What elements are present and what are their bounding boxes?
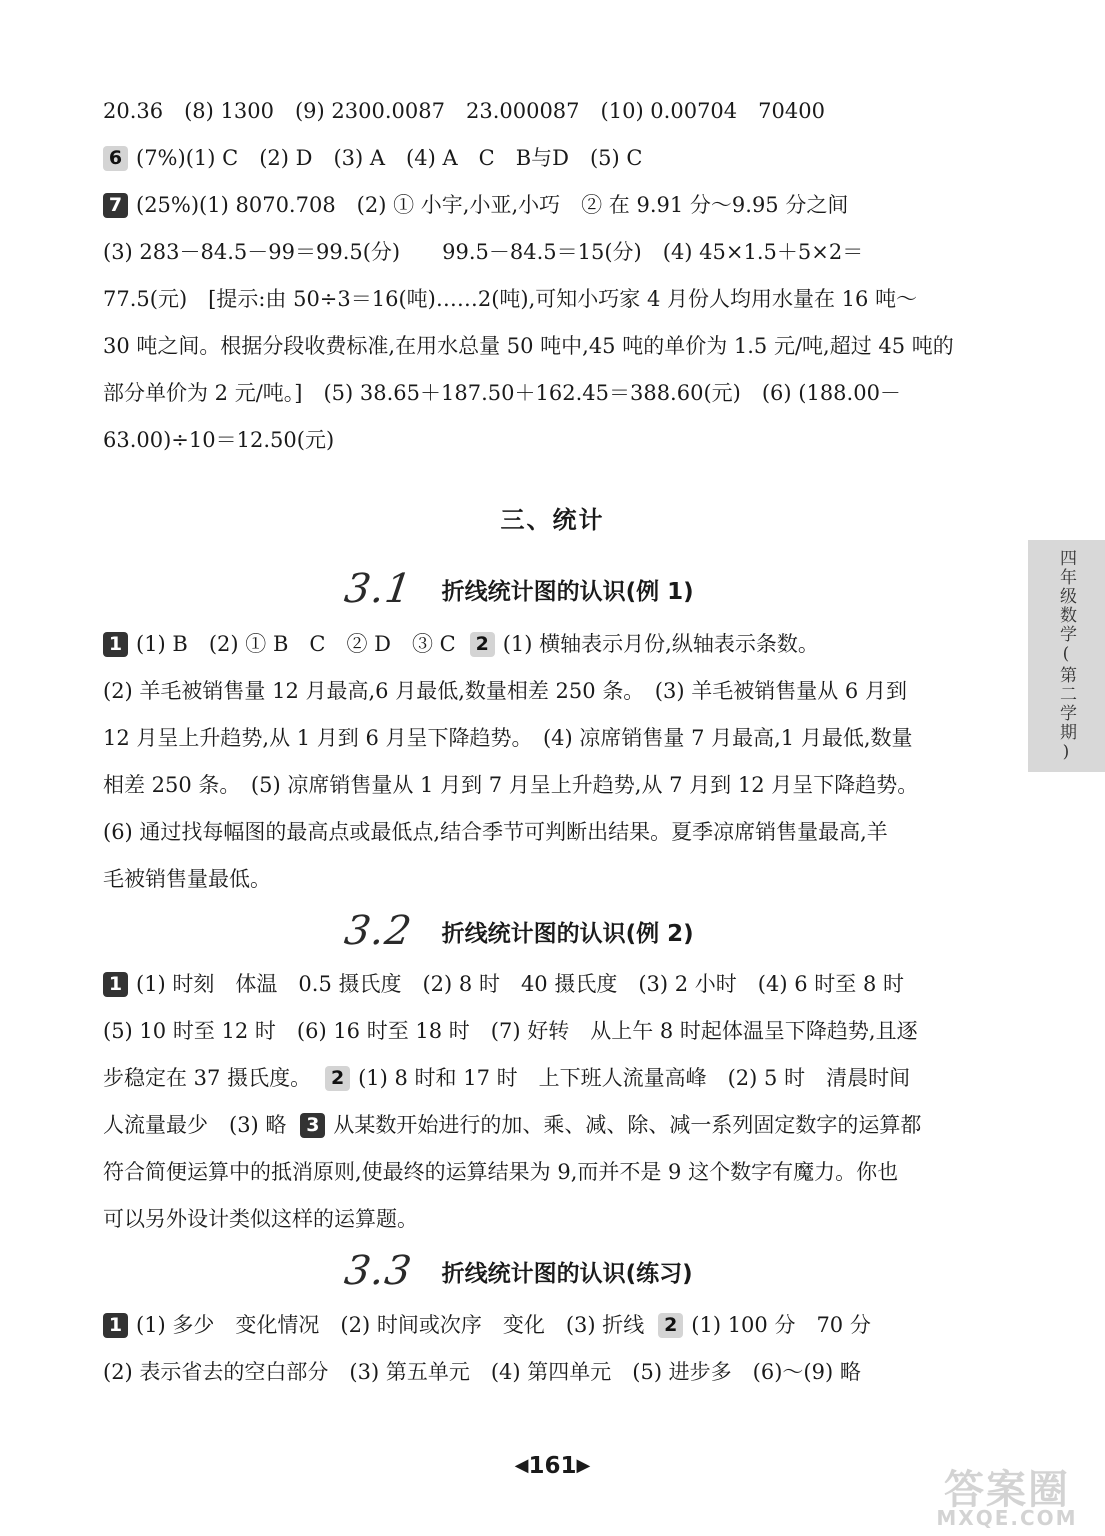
answer-line bbox=[103, 378, 993, 408]
answer-text: 77.5(元) [提示:由 50÷3＝16(吨)……2(吨),可知小巧家 4 月份人均用水量在 16 吨～ bbox=[103, 287, 918, 311]
answer-text: 毛被销售量最低。 bbox=[103, 867, 271, 891]
answer-line bbox=[103, 817, 993, 847]
answer-line bbox=[103, 96, 993, 126]
lesson-number: 3.3 bbox=[341, 1248, 415, 1294]
lesson-3-2-q2-line bbox=[103, 1063, 993, 1093]
answer-line bbox=[103, 425, 993, 455]
side-tab bbox=[1028, 540, 1105, 772]
question-2-badge: 2 bbox=[470, 632, 495, 657]
answer-line bbox=[103, 864, 993, 894]
question-2-badge: 2 bbox=[658, 1313, 683, 1338]
answer-line bbox=[103, 676, 993, 706]
side-tab-label: 四年级数学(第二学期) bbox=[1056, 548, 1076, 764]
question-6-line bbox=[103, 143, 993, 173]
answer-text: 相差 250 条。 (5) 凉席销售量从 1 月到 7 月呈上升趋势,从 7 月到 12 月呈下降趋势。 bbox=[103, 773, 919, 797]
lesson-number: 3.1 bbox=[341, 566, 415, 612]
lesson-number: 3.2 bbox=[341, 908, 415, 954]
section-title: 三、统计 bbox=[500, 506, 605, 534]
question-3-badge: 3 bbox=[300, 1113, 325, 1138]
question-2-badge: 2 bbox=[325, 1066, 350, 1091]
answer-text: 步稳定在 37 摄氏度。 bbox=[103, 1066, 312, 1090]
question-1-badge: 1 bbox=[103, 632, 128, 657]
answer-text: 12 月呈上升趋势,从 1 月到 6 月呈下降趋势。 (4) 凉席销售量 7 月最高,1 月最低,数量 bbox=[103, 726, 913, 750]
answer-line bbox=[103, 284, 993, 314]
question-3-answer: 从某数开始进行的加、乘、减、除、减一系列固定数字的运算都 bbox=[333, 1113, 922, 1137]
lesson-3-2-q3-line bbox=[103, 1110, 993, 1140]
question-1-answer: (1) B (2) ① B C ② D ③ C bbox=[136, 632, 456, 656]
question-2-answer: (1) 横轴表示月份,纵轴表示条数。 bbox=[502, 632, 819, 656]
watermark-title: 答案圈 bbox=[944, 1467, 1070, 1513]
question-2-answer: (1) 8 时和 17 时 上下班人流量高峰 (2) 5 时 清晨时间 bbox=[358, 1066, 911, 1090]
answer-text: 63.00)÷10＝12.50(元) bbox=[103, 428, 335, 452]
answer-line bbox=[103, 237, 993, 267]
lesson-heading-3-3 bbox=[341, 1248, 693, 1294]
lesson-heading-3-2 bbox=[341, 908, 694, 954]
answer-line bbox=[103, 1357, 993, 1387]
answer-line bbox=[103, 1157, 993, 1187]
question-7-answer: (25%)(1) 8070.708 (2) ① 小宇,小亚,小巧 ② 在 9.91 分～9.95 分之间 bbox=[136, 193, 849, 217]
answer-line bbox=[103, 1016, 993, 1046]
answer-line bbox=[103, 770, 993, 800]
question-1-answer: (1) 多少 变化情况 (2) 时间或次序 变化 (3) 折线 bbox=[136, 1313, 645, 1337]
page-number-value: 161 bbox=[528, 1453, 577, 1479]
question-7-badge: 7 bbox=[103, 193, 128, 218]
answer-line bbox=[103, 331, 993, 361]
answer-line bbox=[103, 1204, 993, 1234]
watermark-url: MXQE.COM bbox=[936, 1506, 1078, 1530]
question-6-badge: 6 bbox=[103, 146, 128, 171]
lesson-3-3-q1-line bbox=[103, 1310, 993, 1340]
answer-text: 30 吨之间。根据分段收费标准,在用水总量 50 吨中,45 吨的单价为 1.5 元/吨,超过 45 吨的 bbox=[103, 334, 954, 358]
answer-text: (2) 表示省去的空白部分 (3) 第五单元 (4) 第四单元 (5) 进步多 (6)～(9) 略 bbox=[103, 1360, 861, 1384]
right-triangle-icon: ▶ bbox=[576, 1455, 591, 1476]
lesson-title: 折线统计图的认识(例 2) bbox=[441, 920, 694, 947]
answer-text: 可以另外设计类似这样的运算题。 bbox=[103, 1207, 418, 1231]
answer-text: (5) 10 时至 12 时 (6) 16 时至 18 时 (7) 好转 从上午 8 时起体温呈下降趋势,且逐 bbox=[103, 1019, 918, 1043]
answer-text: 20.36 (8) 1300 (9) 2300.0087 23.000087 (10) 0.00704 70400 bbox=[103, 99, 825, 123]
question-1-badge: 1 bbox=[103, 972, 128, 997]
question-7-line bbox=[103, 190, 993, 220]
question-1-answer: (1) 时刻 体温 0.5 摄氏度 (2) 8 时 40 摄氏度 (3) 2 小时 (4) 6 时至 8 时 bbox=[136, 972, 904, 996]
answer-text: (6) 通过找每幅图的最高点或最低点,结合季节可判断出结果。夏季凉席销售量最高,羊 bbox=[103, 820, 888, 844]
question-2-answer: (1) 100 分 70 分 bbox=[691, 1313, 871, 1337]
lesson-title: 折线统计图的认识(练习) bbox=[441, 1260, 693, 1287]
left-triangle-icon: ◀ bbox=[514, 1455, 529, 1476]
answer-text: 人流量最少 (3) 略 bbox=[103, 1113, 287, 1137]
answer-text: 部分单价为 2 元/吨。] (5) 38.65＋187.50＋162.45＝388.60(元) (6) (188.00－ bbox=[103, 381, 901, 405]
lesson-title: 折线统计图的认识(例 1) bbox=[441, 578, 694, 605]
lesson-3-1-q1-line bbox=[103, 629, 993, 659]
answer-text: 符合简便运算中的抵消原则,使最终的运算结果为 9,而并不是 9 这个数字有魔力。你也 bbox=[103, 1160, 899, 1184]
answer-text: (2) 羊毛被销售量 12 月最高,6 月最低,数量相差 250 条。 (3) 羊毛被销售量从 6 月到 bbox=[103, 679, 907, 703]
watermark-logo bbox=[932, 1458, 1082, 1532]
question-6-answer: (7%)(1) C (2) D (3) A (4) A C B与D (5) C bbox=[136, 146, 643, 170]
lesson-heading-3-1 bbox=[341, 566, 694, 612]
question-1-badge: 1 bbox=[103, 1313, 128, 1338]
answer-text: (3) 283－84.5－99＝99.5(分) 99.5－84.5＝15(分) (4) 45×1.5＋5×2＝ bbox=[103, 240, 864, 264]
answer-line bbox=[103, 723, 993, 753]
lesson-3-2-q1-line bbox=[103, 969, 993, 999]
